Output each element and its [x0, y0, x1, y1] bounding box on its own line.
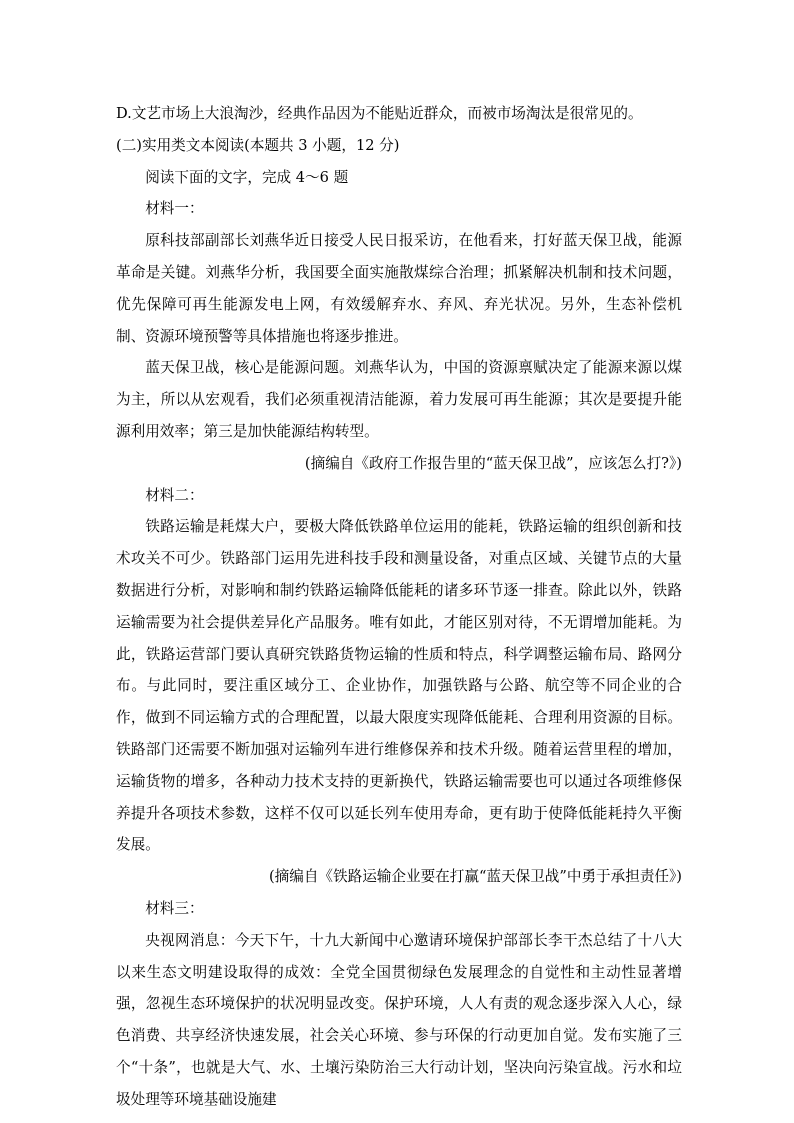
- material3-label: 材料三：: [145, 899, 204, 917]
- material2-label: 材料二：: [145, 486, 204, 504]
- material3-paragraph-1: 央视网消息：今天下午，十九大新闻中心邀请环境保护部部长李干杰总结了十八大以来生态文明建设取得的成效：全党全国贯彻绿色发展理念的自觉性和主动性显著增强，忽视生态环境保护的状况明显改变。保护环境，人人有责的观念逐步深入人心，绿色消费、共享经济快速发展，社会关心环境、参与环保的行动更加自觉。发布实施了三个“十条”，也就是大气、水、土壤污染防治三大行动计划，坚决向污染宣战。污水和垃圾处理等环境基础设施建: [116, 931, 682, 1108]
- material1-paragraph-1: 原科技部副部长刘燕华近日接受人民日报采访，在他看来，打好蓝天保卫战，能源革命是关键。刘燕华分析，我国要全面实施散煤综合治理；抓紧解决机制和技术问题，优先保障可再生能源发电上网，有效缓解弃水、弃风、弃光状况。另外，生态补偿机制、资源环境预警等具体措施也将逐步推进。: [116, 232, 682, 345]
- instruction: 阅读下面的文字，完成 4～6 题: [145, 168, 349, 186]
- material1-label: 材料一：: [145, 200, 204, 218]
- option-d: D.文艺市场上大浪淘沙，经典作品因为不能贴近群众，而被市场淘汰是很常见的。: [116, 105, 643, 122]
- material1-paragraph-2: 蓝天保卫战，核心是能源问题。刘燕华认为，中国的资源禀赋决定了能源来源以煤为主，所以从宏观看，我们必须重视清洁能源，着力发展可再生能源；其次是要提升能源利用效率；第三是加快能源结构转型。: [116, 359, 682, 440]
- material1-source: (摘编自《政府工作报告里的“蓝天保卫战”，应该怎么打?》): [304, 454, 682, 472]
- material2-paragraph-1: 铁路运输是耗煤大户，要极大降低铁路单位运用的能耗，铁路运输的组织创新和技术攻关不可少。铁路部门运用先进科技手段和测量设备，对重点区域、关键节点的大量数据进行分析，对影响和制约铁路运输降低能耗的诸多环节逐一排查。除此以外，铁路运输需要为社会提供差异化产品服务。唯有如此，才能区别对待，不无谓增加能耗。为此，铁路运营部门要认真研究铁路货物运输的性质和特点，科学调整运输布局、路网分布。与此同时，要注重区域分工、企业协作，加强铁路与公路、航空等不同企业的合作，做到不同运输方式的合理配置，以最大限度实现降低能耗、合理利用资源的目标。铁路部门还需要不断加强对运输列车进行维修保养和技术升级。随着运营里程的增加，运输货物的增多，各种动力技术支持的更新换代，铁路运输需要也可以通过各项维修保养提升各项技术参数，这样不仅可以延长列车使用寿命，更有助于使降低能耗持久平衡发展。: [116, 518, 682, 854]
- material2-source: (摘编自《铁路运输企业要在打赢“蓝天保卫战”中勇于承担责任》): [268, 868, 682, 886]
- document-content: [116, 98, 682, 1116]
- section-title: (二)实用类文本阅读(本题共 3 小题，12 分): [116, 136, 400, 154]
